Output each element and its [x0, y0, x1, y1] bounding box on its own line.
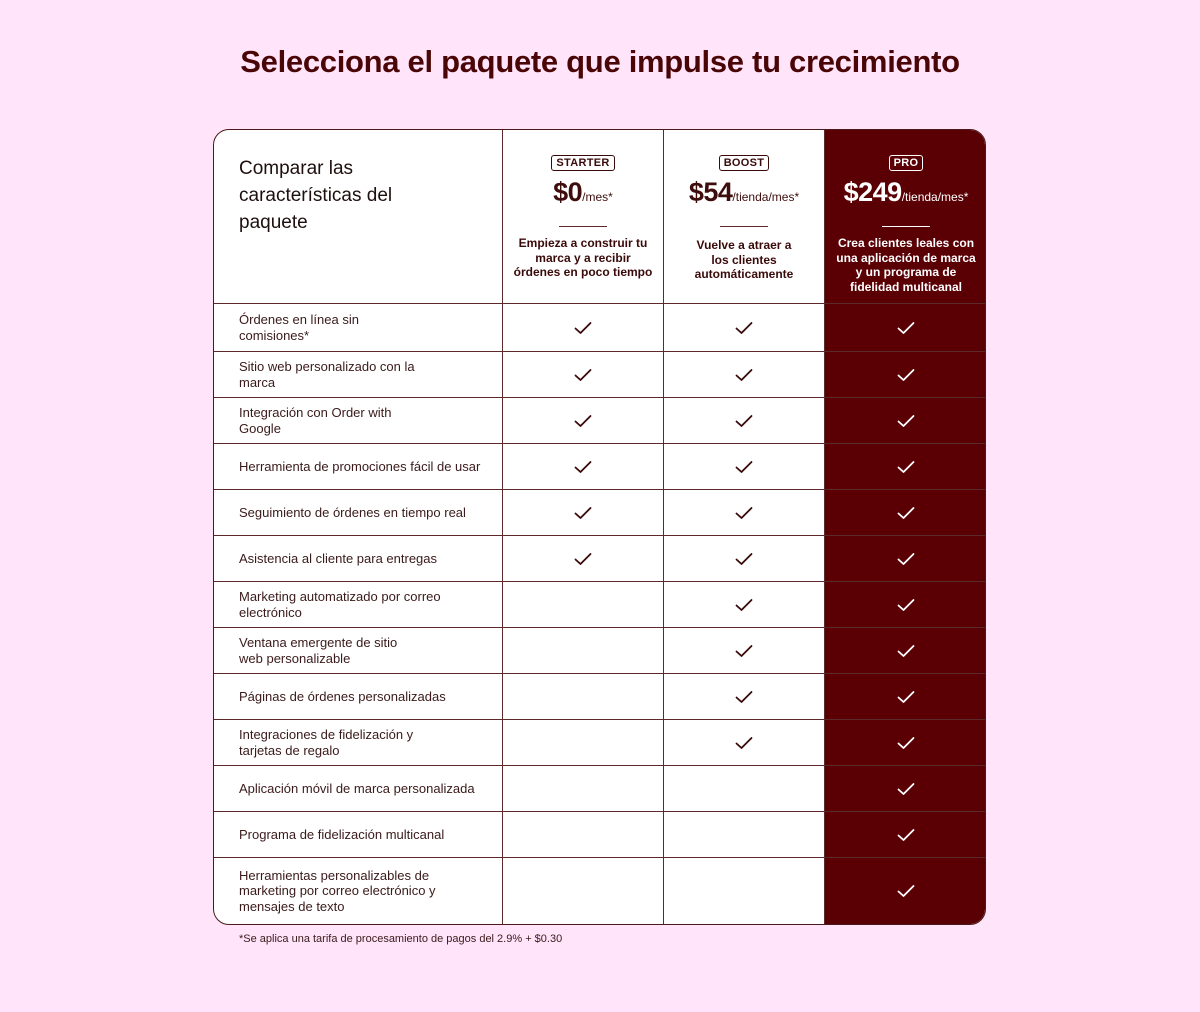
check-icon: [735, 552, 753, 566]
check-icon: [897, 321, 915, 335]
check-icon: [574, 368, 592, 382]
plan-cell-pro: [825, 812, 986, 857]
plan-badge: STARTER: [551, 155, 614, 171]
check-icon: [897, 828, 915, 842]
plan-cell-starter: [503, 490, 664, 535]
feature-label: Programa de fidelización multicanal: [239, 826, 445, 842]
plan-cell-starter: [503, 536, 664, 581]
plan-cell-pro: [825, 720, 986, 765]
feature-cell: [214, 812, 503, 857]
check-icon: [897, 506, 915, 520]
feature-row: [214, 397, 986, 443]
feature-label: Herramienta de promociones fácil de usar: [239, 458, 481, 474]
check-icon: [735, 321, 753, 335]
feature-row: [214, 627, 986, 673]
compare-label: Comparar las características del paquete: [239, 158, 393, 233]
plan-cell-pro: [825, 674, 986, 719]
feature-cell: [214, 766, 503, 811]
check-icon: [574, 321, 592, 335]
feature-row: [214, 811, 986, 857]
plan-description: Empieza a construir tu marca y a recibir órdenes en poco tiempo: [513, 236, 653, 279]
plan-description: Crea clientes leales con una aplicación de marca y un programa de fidelidad multicanal: [836, 236, 976, 294]
check-icon: [574, 460, 592, 474]
compare-cell: [214, 130, 503, 303]
plan-cell-starter: [503, 352, 664, 397]
feature-label: Asistencia al cliente para entregas: [239, 550, 438, 566]
plan-cell-pro: [825, 628, 986, 673]
plan-cell-boost: [664, 674, 825, 719]
feature-row: [214, 765, 986, 811]
feature-row: [214, 535, 986, 581]
feature-cell: [214, 490, 503, 535]
comparison-table: [213, 129, 986, 925]
check-icon: [735, 506, 753, 520]
feature-cell: [214, 720, 503, 765]
plan-cell-starter: [503, 674, 664, 719]
plan-price: $54/tienda/mes*: [688, 177, 800, 207]
plan-cell-starter: [503, 766, 664, 811]
check-icon: [735, 598, 753, 612]
plan-badge: PRO: [889, 155, 924, 171]
plan-pro[interactable]: [825, 130, 986, 303]
plan-cell-boost: [664, 398, 825, 443]
feature-row: [214, 719, 986, 765]
divider: [559, 226, 607, 227]
feature-label: Sitio web personalizado con la marca: [239, 359, 415, 390]
plan-cell-pro: [825, 490, 986, 535]
feature-cell: [214, 674, 503, 719]
plan-cell-boost: [664, 304, 825, 351]
check-icon: [735, 690, 753, 704]
feature-cell: [214, 628, 503, 673]
footnote: *Se aplica una tarifa de procesamiento de pagos del 2.9% + $0.30: [239, 933, 563, 945]
plan-boost[interactable]: [664, 130, 825, 303]
plan-cell-boost: [664, 720, 825, 765]
plan-cell-starter: [503, 720, 664, 765]
feature-cell: [214, 582, 503, 627]
check-icon: [897, 782, 915, 796]
plan-cell-boost: [664, 628, 825, 673]
plan-cell-starter: [503, 812, 664, 857]
check-icon: [897, 644, 915, 658]
plan-cell-pro: [825, 352, 986, 397]
plan-starter[interactable]: [503, 130, 664, 303]
plan-cell-boost: [664, 766, 825, 811]
feature-label: Ventana emergente de sitio web personalizable: [239, 635, 398, 666]
check-icon: [897, 598, 915, 612]
plan-cell-starter: [503, 858, 664, 924]
plan-cell-boost: [664, 490, 825, 535]
feature-label: Aplicación móvil de marca personalizada: [239, 780, 475, 796]
divider: [720, 226, 768, 227]
check-icon: [574, 552, 592, 566]
check-icon: [735, 736, 753, 750]
plan-cell-starter: [503, 628, 664, 673]
check-icon: [735, 368, 753, 382]
check-icon: [735, 414, 753, 428]
plan-cell-boost: [664, 812, 825, 857]
plan-cell-pro: [825, 582, 986, 627]
feature-row: [214, 581, 986, 627]
plan-cell-boost: [664, 352, 825, 397]
check-icon: [735, 460, 753, 474]
check-icon: [897, 736, 915, 750]
feature-label: Herramientas personalizables de marketing por correo electrónico y mensajes de texto: [239, 867, 436, 914]
plan-description: Vuelve a atraer a los clientes automáticamente: [694, 238, 794, 281]
feature-label: Seguimiento de órdenes en tiempo real: [239, 504, 466, 520]
feature-row: [214, 489, 986, 535]
feature-cell: [214, 536, 503, 581]
check-icon: [574, 506, 592, 520]
feature-label: Páginas de órdenes personalizadas: [239, 688, 446, 704]
feature-cell: [214, 352, 503, 397]
plan-cell-starter: [503, 304, 664, 351]
plan-badge: BOOST: [719, 155, 770, 171]
plan-header-row: [214, 130, 986, 303]
check-icon: [897, 552, 915, 566]
plan-cell-pro: [825, 536, 986, 581]
check-icon: [897, 460, 915, 474]
feature-row: [214, 303, 986, 351]
feature-cell: [214, 858, 503, 924]
plan-price: $0/mes*: [553, 177, 613, 207]
feature-cell: [214, 304, 503, 351]
check-icon: [574, 414, 592, 428]
feature-row: [214, 443, 986, 489]
check-icon: [897, 690, 915, 704]
check-icon: [897, 884, 915, 898]
plan-cell-pro: [825, 858, 986, 924]
plan-cell-pro: [825, 444, 986, 489]
plan-cell-starter: [503, 444, 664, 489]
plan-cell-boost: [664, 582, 825, 627]
plan-cell-boost: [664, 536, 825, 581]
feature-cell: [214, 444, 503, 489]
feature-label: Integraciones de fidelización y tarjetas de regalo: [239, 727, 414, 758]
plan-cell-boost: [664, 444, 825, 489]
feature-cell: [214, 398, 503, 443]
plan-cell-pro: [825, 398, 986, 443]
feature-label: Integración con Order with Google: [239, 405, 392, 436]
plan-cell-starter: [503, 582, 664, 627]
plan-cell-pro: [825, 304, 986, 351]
check-icon: [735, 644, 753, 658]
plan-cell-starter: [503, 398, 664, 443]
check-icon: [897, 414, 915, 428]
page-title: Selecciona el paquete que impulse tu crecimiento: [240, 44, 960, 79]
check-icon: [897, 368, 915, 382]
feature-row: [214, 673, 986, 719]
feature-label: Órdenes en línea sin comisiones*: [239, 312, 359, 343]
plan-cell-boost: [664, 858, 825, 924]
feature-row: [214, 351, 986, 397]
plan-cell-pro: [825, 766, 986, 811]
feature-label: Marketing automatizado por correo electrónico: [239, 589, 441, 620]
plan-price: $249/tienda/mes*: [843, 177, 969, 207]
divider: [882, 226, 930, 227]
feature-row: [214, 857, 986, 924]
